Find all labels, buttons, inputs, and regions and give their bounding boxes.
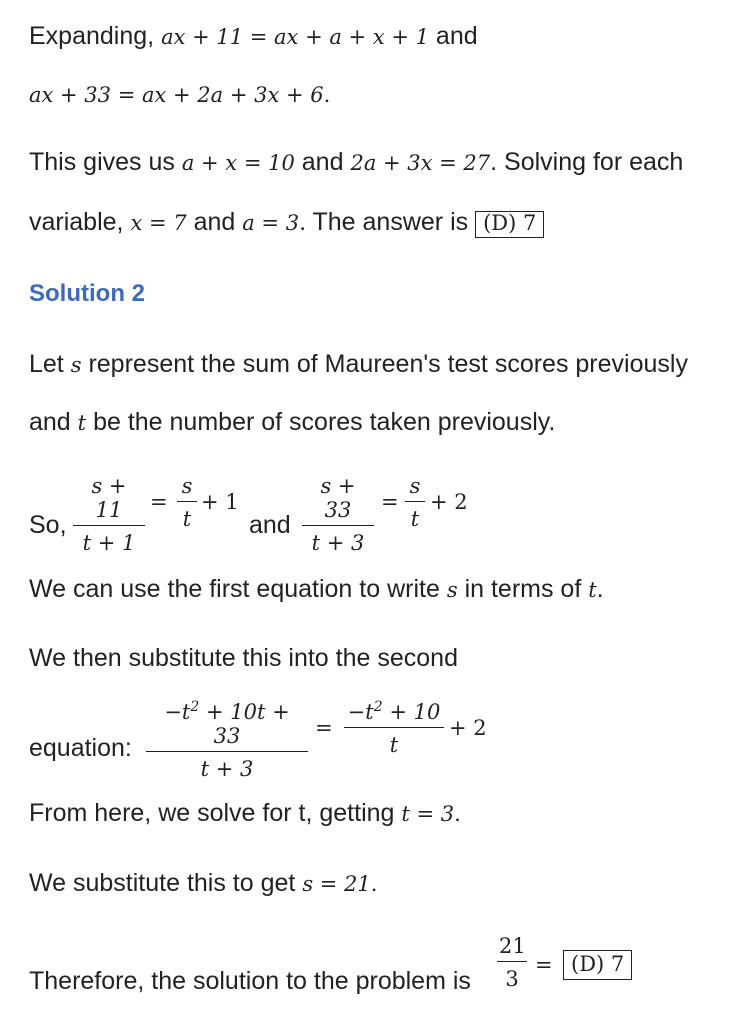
- fraction-s-plus-33: [302, 474, 374, 555]
- first-equation-text: We can use the first equation to write: [29, 575, 440, 603]
- a-value: a = 3: [242, 211, 300, 235]
- fraction-s-over-t: [177, 474, 197, 531]
- equation-label: equation:: [29, 734, 132, 762]
- fraction-numerator: s: [409, 474, 421, 498]
- and-t-line: [29, 410, 555, 435]
- final-answer-wrapper: [563, 950, 632, 980]
- let-rest-text: represent the sum of Maureen's test scores previously: [88, 350, 688, 378]
- fraction-denominator: 3: [505, 967, 519, 991]
- equation-2: ax + 33 = ax + 2a + 3x + 6: [29, 83, 324, 107]
- fraction-numerator: $-t^2 + 10$: [347, 699, 441, 724]
- fraction-denominator: t + 3: [311, 531, 365, 555]
- and-text: and: [249, 511, 291, 539]
- equals-sign: =: [381, 490, 399, 514]
- final-answer-box: (D) 7: [563, 950, 632, 980]
- substitute-line: We then substitute this into the second: [29, 644, 458, 672]
- t-value: t = 3: [401, 802, 455, 826]
- and-text: and: [29, 408, 71, 436]
- period: .: [370, 872, 378, 896]
- fraction-denominator: t + 1: [82, 531, 136, 555]
- s-variable: s: [446, 578, 458, 602]
- fraction-21-over-3: [497, 934, 527, 991]
- solving-text: . Solving for each: [490, 148, 684, 176]
- fraction-numerator: s: [181, 474, 193, 498]
- and-text: and: [301, 148, 344, 176]
- fraction-denominator: t + 3: [200, 757, 254, 781]
- so-text: So,: [29, 511, 67, 539]
- equals-sign: =: [150, 490, 168, 514]
- period: .: [454, 802, 461, 826]
- equation-2-line: [29, 82, 330, 107]
- fraction-numerator: s + 11: [91, 474, 127, 522]
- expanding-line: [29, 24, 478, 49]
- s-variable: s: [70, 353, 82, 377]
- let-line: [29, 352, 688, 377]
- equation-4: 2a + 3x = 27: [350, 151, 491, 175]
- fraction-s-plus-11: [73, 474, 145, 555]
- variable-text: variable,: [29, 208, 124, 236]
- fraction-denominator: t: [410, 507, 420, 531]
- equals-sign: =: [315, 716, 333, 740]
- fraction-numerator: 21: [499, 934, 526, 958]
- and-text: and: [435, 22, 478, 50]
- scores-text: be the number of scores taken previously.: [93, 408, 556, 436]
- let-text: Let: [29, 350, 64, 378]
- fraction-s-over-t: [405, 474, 425, 531]
- equation-3: a + x = 10: [181, 151, 295, 175]
- substitute-s-text: We substitute this to get: [29, 869, 296, 897]
- plus-two: + 2: [449, 716, 487, 740]
- equals-sign: =: [535, 953, 553, 977]
- and-text: and: [193, 208, 236, 236]
- period: .: [596, 575, 604, 603]
- fraction-quadratic-right: [344, 699, 444, 757]
- plus-two: + 2: [430, 490, 468, 514]
- fraction-denominator: t: [182, 507, 192, 531]
- solve-t-text: From here, we solve for t, getting: [29, 799, 395, 827]
- x-value: x = 7: [130, 211, 187, 235]
- solve-t-line: [29, 801, 461, 826]
- first-equation-line: [29, 577, 604, 602]
- substitute-s-line: [29, 871, 377, 896]
- fraction-numerator: $-t^2 + 10t + 33$: [164, 699, 290, 748]
- equation-1: ax + 11 = ax + a + x + 1: [161, 25, 429, 49]
- fraction-denominator: t: [389, 733, 399, 757]
- this-gives-line: [29, 150, 683, 175]
- t-variable: t: [77, 411, 87, 435]
- therefore-text: Therefore, the solution to the problem is: [29, 967, 471, 995]
- solution-2-heading: Solution 2: [29, 280, 145, 307]
- expanding-text: Expanding,: [29, 22, 155, 50]
- period: .: [323, 83, 331, 107]
- fraction-numerator: s + 33: [320, 474, 356, 522]
- in-terms-text: in terms of: [464, 575, 582, 603]
- answer-is-text: . The answer is: [299, 208, 469, 236]
- plus-one: + 1: [201, 490, 239, 514]
- variable-line: [29, 210, 544, 238]
- answer-box: (D) 7: [475, 211, 544, 238]
- this-gives-text: This gives us: [29, 148, 175, 176]
- t-variable: t: [588, 578, 597, 602]
- s-value: s = 21: [302, 872, 371, 896]
- fraction-quadratic-left: [146, 699, 308, 781]
